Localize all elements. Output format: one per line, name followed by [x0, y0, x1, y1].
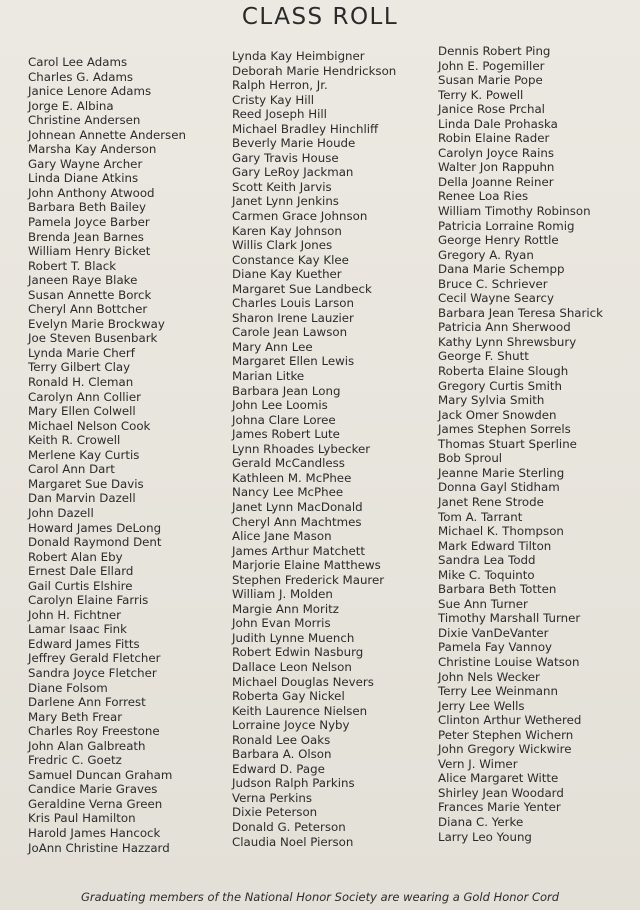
student-name: Robert T. Black	[28, 258, 117, 273]
student-name: Peter Stephen Wichern	[438, 727, 574, 742]
student-name: Claudia Noel Pierson	[232, 834, 354, 849]
student-name: Janet Rene Strode	[438, 494, 544, 509]
student-name: Margaret Ellen Lewis	[232, 354, 355, 369]
student-name: Shirley Jean Woodard	[438, 785, 564, 800]
student-name: Terry Lee Weinmann	[438, 684, 558, 699]
student-name: Dixie VanDeVanter	[438, 625, 549, 640]
student-name: Charles Roy Freestone	[28, 724, 160, 739]
student-name: Thomas Stuart Sperline	[438, 436, 577, 451]
student-name: James Stephen Sorrels	[438, 422, 571, 437]
student-name: Christine Louise Watson	[438, 654, 580, 669]
student-name: John H. Fichtner	[28, 607, 121, 622]
student-name: Gregory Curtis Smith	[438, 378, 562, 393]
student-name: Carolyn Ann Collier	[28, 389, 141, 404]
student-name: Janet Lynn Jenkins	[232, 194, 339, 209]
student-name: Janice Lenore Adams	[28, 84, 152, 99]
student-name: Donald G. Peterson	[232, 819, 346, 834]
student-name: Janeen Raye Blake	[28, 273, 138, 288]
names-column-3	[438, 44, 603, 844]
student-name: Constance Kay Klee	[232, 252, 349, 267]
student-name: Mary Sylvia Smith	[438, 393, 545, 408]
student-name: Sue Ann Turner	[438, 596, 528, 611]
student-name: Merlene Kay Curtis	[28, 447, 140, 462]
student-name: Gregory A. Ryan	[438, 247, 534, 262]
student-name: Donald Raymond Dent	[28, 535, 162, 550]
student-name: Stephen Frederick Maurer	[232, 572, 385, 587]
student-name: Michael Douglas Nevers	[232, 674, 374, 689]
names-column-1	[28, 55, 186, 855]
student-name: Lynda Marie Cherf	[28, 345, 135, 360]
student-name: John Alan Galbreath	[28, 738, 146, 753]
student-name: Renee Loa Ries	[438, 189, 529, 204]
student-name: Reed Joseph Hill	[232, 107, 327, 122]
student-name: Jack Omer Snowden	[438, 407, 557, 422]
student-name: Walter Jon Rappuhn	[438, 160, 555, 175]
student-name: Alice Jane Mason	[232, 529, 332, 544]
honor-society-footnote: Graduating members of the National Honor Society are wearing a Gold Honor Cord	[80, 890, 560, 904]
student-name: John E. Pogemiller	[438, 58, 545, 73]
student-name: Judith Lynne Muench	[232, 630, 355, 645]
student-name: James Robert Lute	[232, 427, 340, 442]
student-name: James Arthur Matchett	[232, 543, 365, 558]
student-name: Larry Leo Young	[438, 829, 532, 844]
student-name: Donna Gayl Stidham	[438, 480, 560, 495]
student-name: John Anthony Atwood	[28, 185, 155, 200]
student-name: Evelyn Marie Brockway	[28, 316, 165, 331]
student-name: Linda Dale Prohaska	[438, 116, 558, 131]
student-name: William Timothy Robinson	[438, 204, 591, 219]
student-name: Clinton Arthur Wethered	[438, 713, 582, 728]
student-name: Michael Nelson Cook	[28, 418, 151, 433]
student-name: Beverly Marie Houde	[232, 136, 356, 151]
student-name: Keith Laurence Nielsen	[232, 703, 368, 718]
student-name: John Evan Morris	[232, 616, 331, 631]
student-name: Michael K. Thompson	[438, 524, 564, 539]
student-name: Deborah Marie Hendrickson	[232, 63, 397, 78]
student-name: Darlene Ann Forrest	[28, 695, 146, 710]
student-name: Terry K. Powell	[438, 87, 524, 102]
student-name: Brenda Jean Barnes	[28, 229, 144, 244]
student-name: Gary Travis House	[232, 150, 339, 165]
student-name: Robert Alan Eby	[28, 549, 123, 564]
student-name: Frances Marie Yenter	[438, 800, 561, 815]
student-name: Cheryl Ann Machtmes	[232, 514, 362, 529]
student-name: Kathleen M. McPhee	[232, 470, 352, 485]
student-name: Gail Curtis Elshire	[28, 578, 133, 593]
student-name: Edward James Fitts	[28, 636, 140, 651]
student-name: Marjorie Elaine Matthews	[232, 558, 381, 573]
student-name: Diane Folsom	[28, 680, 108, 695]
student-name: Vern J. Wimer	[438, 756, 518, 771]
student-name: Willis Clark Jones	[232, 238, 333, 253]
student-name: Mary Ann Lee	[232, 339, 313, 354]
student-name: John Nels Wecker	[438, 669, 540, 684]
student-name: Carolyn Elaine Farris	[28, 593, 149, 608]
student-name: Susan Marie Pope	[438, 73, 543, 88]
student-name: Lamar Isaac Fink	[28, 622, 127, 637]
student-name: William Henry Bicket	[28, 244, 151, 259]
student-name: JoAnn Christine Hazzard	[28, 840, 170, 855]
student-name: Alice Margaret Witte	[438, 771, 559, 786]
student-name: George Henry Rottle	[438, 233, 559, 248]
student-name: Mary Beth Frear	[28, 709, 123, 724]
student-name: Johnean Annette Andersen	[28, 127, 186, 142]
student-name: William J. Molden	[232, 587, 333, 602]
student-name: Janet Lynn MacDonald	[232, 499, 363, 514]
student-name: Carole Jean Lawson	[232, 325, 348, 340]
student-name: Edward D. Page	[232, 761, 325, 776]
student-name: Margie Ann Moritz	[232, 601, 339, 616]
student-name: Sharon Irene Lauzier	[232, 310, 354, 325]
student-name: Barbara Beth Bailey	[28, 200, 147, 215]
student-name: Keith R. Crowell	[28, 433, 121, 448]
student-name: Roberta Elaine Slough	[438, 364, 569, 379]
student-name: Jorge E. Albina	[28, 98, 114, 113]
student-name: Jeffrey Gerald Fletcher	[28, 651, 161, 666]
student-name: Howard James DeLong	[28, 520, 162, 535]
student-name: Carol Lee Adams	[28, 55, 128, 69]
student-name: Carmen Grace Johnson	[232, 209, 368, 224]
student-name: Patricia Ann Sherwood	[438, 320, 571, 335]
page-title: CLASS ROLL	[241, 4, 399, 30]
student-name: Barbara Beth Totten	[438, 582, 557, 597]
student-name: Mike C. Toquinto	[438, 567, 535, 582]
student-name: Cecil Wayne Searcy	[438, 291, 554, 306]
student-name: Gerald McCandless	[232, 456, 345, 471]
student-name: Roberta Gay Nickel	[232, 689, 345, 704]
student-name: Lorraine Joyce Nyby	[232, 718, 350, 733]
student-name: John Dazell	[28, 505, 94, 520]
student-name: Diane Kay Kuether	[232, 267, 342, 282]
student-name: Margaret Sue Landbeck	[232, 281, 372, 296]
student-name: Lynn Rhoades Lybecker	[232, 441, 371, 456]
student-name: Dallace Leon Nelson	[232, 659, 352, 674]
student-name: Barbara A. Olson	[232, 747, 332, 762]
student-name: Ernest Dale Ellard	[28, 564, 134, 579]
student-name: Dana Marie Schempp	[438, 262, 565, 277]
student-name: Christine Andersen	[28, 113, 141, 128]
student-name: George F. Shutt	[438, 349, 529, 364]
student-name: Carolyn Joyce Rains	[438, 145, 554, 160]
student-name: Marsha Kay Anderson	[28, 142, 157, 157]
student-name: Verna Perkins	[232, 790, 313, 805]
student-name: Scott Keith Jarvis	[232, 179, 332, 194]
student-name: Cheryl Ann Bottcher	[28, 302, 148, 317]
student-name: Ronald Lee Oaks	[232, 732, 331, 747]
student-name: Judson Ralph Parkins	[232, 776, 355, 791]
names-column-2	[232, 49, 396, 849]
student-name: Joe Steven Busenbark	[28, 331, 158, 346]
student-name: John Lee Loomis	[232, 398, 328, 413]
student-name: Della Joanne Reiner	[438, 174, 554, 189]
student-name: Charles G. Adams	[28, 69, 134, 84]
student-name: Timothy Marshall Turner	[438, 611, 581, 626]
student-name: Harold James Hancock	[28, 825, 161, 840]
student-name: Marian Litke	[232, 369, 305, 384]
student-name: Mary Ellen Colwell	[28, 404, 136, 419]
student-name: John Gregory Wickwire	[438, 742, 572, 757]
student-name: Bob Sproul	[438, 451, 503, 466]
student-name: Karen Kay Johnson	[232, 223, 342, 238]
student-name: Bruce C. Schriever	[438, 276, 548, 291]
student-name: Carol Ann Dart	[28, 462, 115, 477]
student-name: Margaret Sue Davis	[28, 476, 144, 491]
student-name: Robin Elaine Rader	[438, 131, 550, 146]
student-name: Candice Marie Graves	[28, 782, 158, 797]
student-name: Terry Gilbert Clay	[28, 360, 131, 375]
student-name: Dixie Peterson	[232, 805, 318, 820]
student-name: Samuel Duncan Graham	[28, 767, 173, 782]
student-name: Susan Annette Borck	[28, 287, 152, 302]
student-name: Kris Paul Hamilton	[28, 811, 136, 826]
student-name: Barbara Jean Long	[232, 383, 341, 398]
student-name: Johna Clare Loree	[232, 412, 336, 427]
student-name: Diana C. Yerke	[438, 814, 524, 829]
student-name: Dennis Robert Ping	[438, 44, 551, 58]
student-name: Nancy Lee McPhee	[232, 485, 344, 500]
student-name: Barbara Jean Teresa Sharick	[438, 305, 603, 320]
student-name: Charles Louis Larson	[232, 296, 354, 311]
student-name: Sandra Lea Todd	[438, 553, 536, 568]
student-name: Geraldine Verna Green	[28, 796, 163, 811]
student-name: Lynda Kay Heimbigner	[232, 49, 365, 63]
student-name: Pamela Joyce Barber	[28, 215, 150, 230]
student-name: Pamela Fay Vannoy	[438, 640, 553, 655]
student-name: Ronald H. Cleman	[28, 375, 134, 390]
student-name: Linda Diane Atkins	[28, 171, 139, 186]
student-name: Tom A. Tarrant	[438, 509, 523, 524]
student-name: Ralph Herron, Jr.	[232, 78, 328, 93]
student-name: Sandra Joyce Fletcher	[28, 665, 157, 680]
student-name: Fredric C. Goetz	[28, 753, 122, 768]
student-name: Gary Wayne Archer	[28, 156, 143, 171]
student-name: Robert Edwin Nasburg	[232, 645, 364, 660]
student-name: Dan Marvin Dazell	[28, 491, 136, 506]
student-name: Patricia Lorraine Romig	[438, 218, 575, 233]
student-name: Kathy Lynn Shrewsbury	[438, 334, 577, 349]
student-name: Gary LeRoy Jackman	[232, 165, 354, 180]
student-name: Janice Rose Prchal	[438, 102, 545, 117]
student-name: Jeanne Marie Sterling	[438, 465, 565, 480]
student-name: Mark Edward Tilton	[438, 538, 552, 553]
student-name: Jerry Lee Wells	[438, 698, 525, 713]
student-name: Michael Bradley Hinchliff	[232, 121, 379, 136]
student-name: Cristy Kay Hill	[232, 92, 315, 107]
